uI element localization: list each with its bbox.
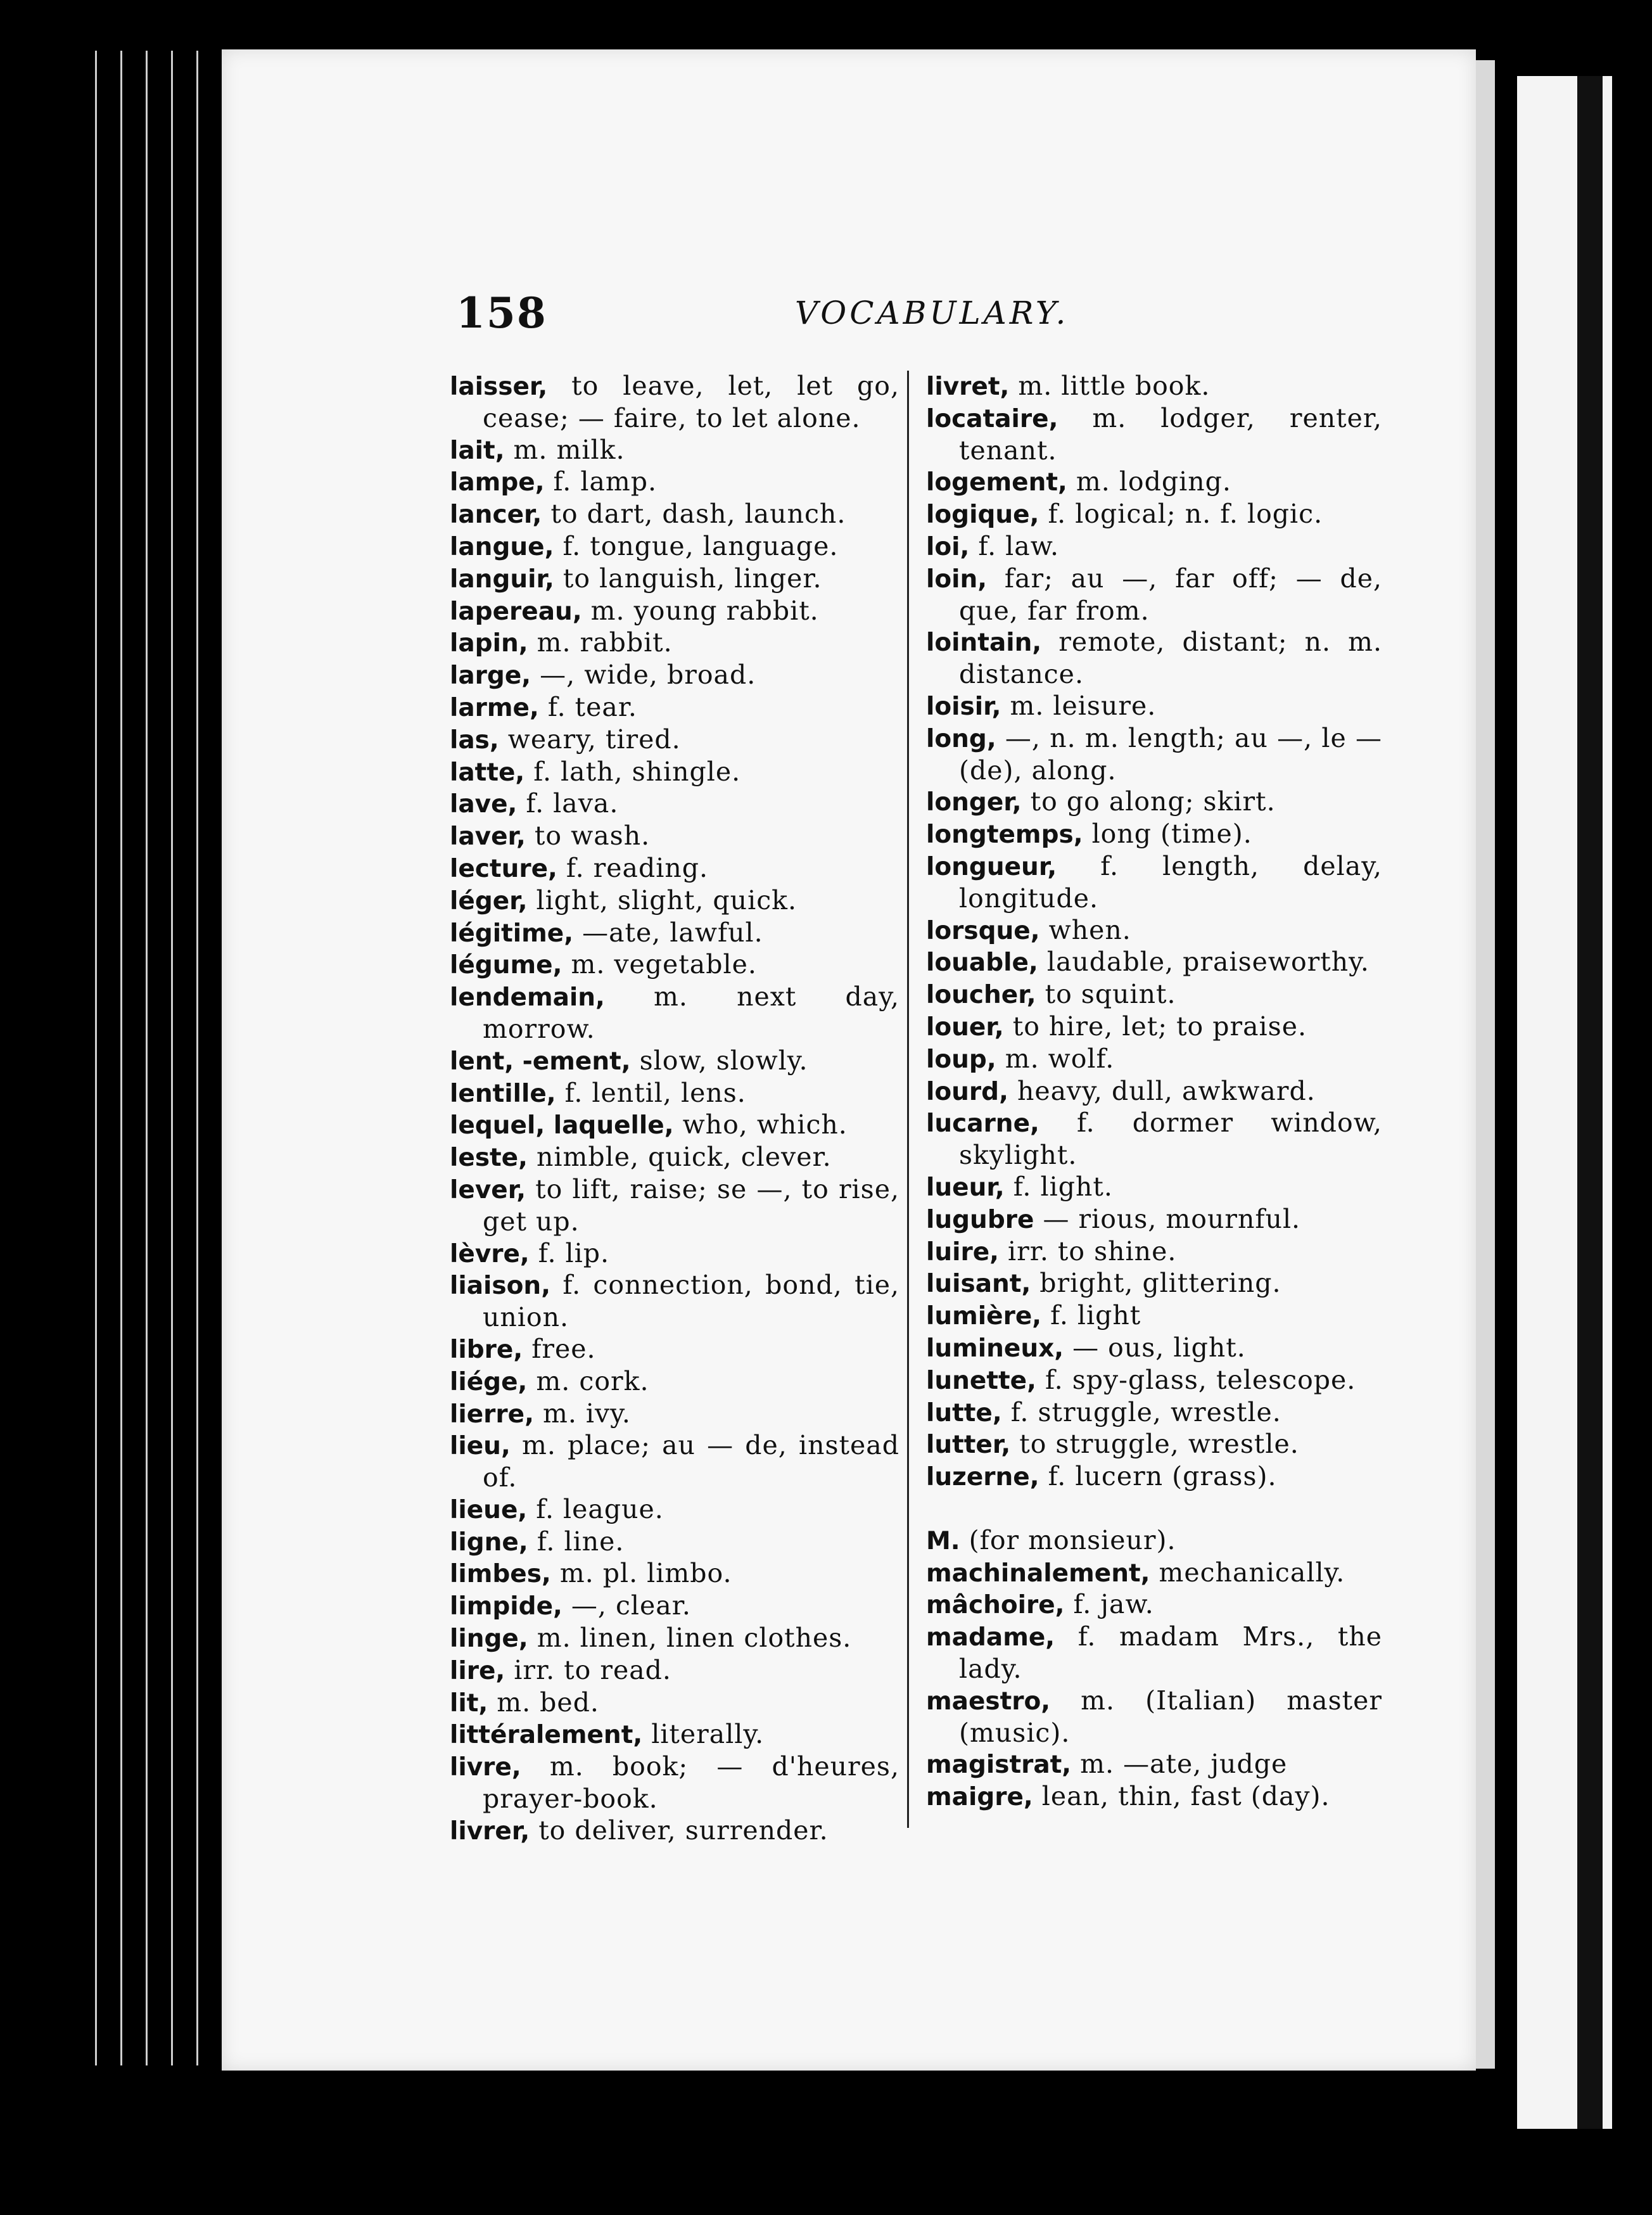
headword: lent, -ement,	[450, 1047, 631, 1076]
vocab-entry	[926, 1685, 1382, 1749]
headword: lieue,	[450, 1495, 528, 1524]
headword: lendemain,	[450, 983, 605, 1012]
headword: langue,	[450, 532, 554, 561]
vocab-entry	[926, 1461, 1382, 1493]
vocab-entry	[926, 531, 1382, 563]
definition: mechanically.	[1150, 1557, 1345, 1588]
headword: livret,	[926, 373, 1010, 401]
headword: machinalement,	[926, 1559, 1150, 1588]
headword: luzerne,	[926, 1463, 1039, 1492]
definition: m. rabbit.	[528, 627, 673, 658]
vocab-entry	[450, 435, 899, 467]
definition: to hire, let; to praise.	[1003, 1011, 1307, 1042]
vocab-entry	[450, 531, 899, 563]
definition: f. lucern (grass).	[1039, 1461, 1277, 1492]
definition: m. leisure.	[1001, 690, 1157, 721]
definition: f. light	[1041, 1300, 1141, 1331]
headword: leste,	[450, 1144, 528, 1173]
definition: weary, tired.	[499, 724, 681, 755]
headword: locataire,	[926, 404, 1058, 433]
vocab-entry	[450, 499, 899, 531]
headword: livrer,	[450, 1816, 530, 1846]
headword: loup,	[926, 1045, 996, 1074]
definition: to struggle, wrestle.	[1010, 1429, 1299, 1460]
definition: to leave, let, let go, cease; — faire, to let alone.	[483, 371, 899, 433]
headword: lecture,	[450, 854, 557, 883]
vocab-entry	[450, 1751, 899, 1815]
headword: maigre,	[926, 1783, 1033, 1812]
definition: f. lamp.	[544, 466, 658, 497]
vocab-entry	[926, 1076, 1382, 1108]
definition: heavy, dull, awkward.	[1008, 1075, 1316, 1106]
definition: f. law.	[969, 530, 1059, 561]
vocab-entry	[926, 1108, 1382, 1171]
vocab-entry	[926, 851, 1382, 915]
definition: m. ivy.	[533, 1398, 631, 1429]
headword: lointain,	[926, 629, 1042, 658]
vocab-entry	[450, 1494, 899, 1526]
vocab-entry	[450, 1430, 899, 1494]
definition: m. wolf.	[996, 1043, 1115, 1074]
headword: mâchoire,	[926, 1591, 1065, 1620]
headword: lapereau,	[450, 597, 582, 626]
definition: f. lip.	[529, 1237, 610, 1268]
vocab-entry	[450, 885, 899, 917]
definition: bright, glittering.	[1031, 1268, 1281, 1299]
definition: f. length, delay, longitude.	[959, 850, 1382, 914]
vocab-entry	[450, 949, 899, 981]
definition: f. lentil, lens.	[556, 1077, 746, 1108]
vocab-entry	[450, 1270, 899, 1334]
headword: ligne,	[450, 1528, 528, 1557]
headword: laisser,	[450, 373, 548, 401]
headword: lugubre	[926, 1205, 1034, 1234]
headword: loucher,	[926, 981, 1036, 1010]
definition: irr. to read.	[505, 1654, 671, 1685]
definition: —ate, lawful.	[573, 917, 763, 948]
definition: —, wide, broad.	[531, 660, 756, 691]
definition: m. little book.	[1009, 371, 1210, 401]
vocab-entry	[450, 1623, 899, 1655]
definition: to languish, linger.	[554, 563, 822, 594]
vocab-entry	[926, 1011, 1382, 1044]
headword: lucarne,	[926, 1109, 1039, 1139]
vocab-entry	[926, 371, 1382, 403]
vocab-entry	[450, 1815, 899, 1848]
vocab-entry	[926, 1268, 1382, 1300]
definition: m. lodging.	[1067, 466, 1231, 497]
definition: m. cork.	[527, 1365, 649, 1396]
vocab-entry	[450, 820, 899, 853]
headword: louer,	[926, 1012, 1004, 1042]
vocab-entry	[450, 692, 899, 724]
vocab-entry	[926, 1204, 1382, 1236]
vocab-entry	[450, 1366, 899, 1398]
vocab-entry	[926, 1171, 1382, 1204]
headword: lueur,	[926, 1173, 1005, 1202]
vocab-entry	[926, 1365, 1382, 1397]
definition: slow, slowly.	[630, 1045, 808, 1076]
headword: louable,	[926, 948, 1038, 978]
headword: linge,	[450, 1625, 528, 1654]
definition: f. reading.	[557, 852, 709, 883]
definition: who, which.	[673, 1109, 848, 1140]
headword: lumière,	[926, 1302, 1042, 1331]
headword: légume,	[450, 951, 562, 980]
definition: f. jaw.	[1064, 1589, 1154, 1620]
headword: lutte,	[926, 1398, 1002, 1427]
definition: to go along; skirt.	[1021, 786, 1276, 817]
definition: lean, thin, fast (day).	[1032, 1781, 1330, 1812]
headword: lieu,	[450, 1432, 511, 1461]
vocab-entry	[450, 596, 899, 628]
vocab-entry	[450, 917, 899, 950]
definition: f. lava.	[517, 788, 619, 819]
vocab-entry	[450, 724, 899, 756]
headword: loin,	[926, 565, 988, 594]
definition: light, slight, quick.	[527, 884, 797, 916]
vocab-entry	[926, 1300, 1382, 1332]
definition: to dart, dash, launch.	[542, 499, 846, 530]
definition: to lift, raise; se —, to rise, get up.	[483, 1173, 899, 1237]
vocab-entry	[450, 371, 899, 435]
definition: to wash.	[525, 820, 651, 852]
headword: lunette,	[926, 1366, 1036, 1395]
headword: lierre,	[450, 1400, 534, 1429]
facing-page-edge	[1517, 76, 1612, 2129]
definition: f. light.	[1004, 1171, 1113, 1202]
vocab-entry	[450, 1558, 899, 1590]
headword: lever,	[450, 1175, 526, 1204]
headword: livre,	[450, 1753, 521, 1782]
headword: lequel, laquelle,	[450, 1111, 674, 1140]
definition: when.	[1039, 914, 1131, 945]
vocab-entry	[926, 403, 1382, 467]
vocab-entry	[926, 466, 1382, 499]
headword: lancer,	[450, 501, 542, 530]
headword: large,	[450, 661, 531, 691]
definition: remote, distant; n. m. distance.	[959, 627, 1382, 690]
vocab-entry	[450, 1687, 899, 1720]
definition: f. struggle, wrestle.	[1001, 1396, 1281, 1427]
headword: lire,	[450, 1656, 505, 1685]
vocab-entry	[926, 691, 1382, 723]
vocab-entry	[450, 660, 899, 692]
headword: lampe,	[450, 468, 545, 497]
headword: lèvre,	[450, 1239, 530, 1268]
definition: m. bed.	[488, 1687, 599, 1718]
definition: f. tear.	[538, 691, 637, 722]
definition: literally.	[642, 1719, 765, 1750]
vocab-entry	[450, 756, 899, 789]
vocab-entry	[450, 1238, 899, 1270]
definition: irr. to shine.	[999, 1235, 1177, 1267]
definition: m. place; au — de, instead of.	[483, 1430, 899, 1493]
page-number: 158	[456, 288, 547, 338]
definition: f. logical; n. f. logic.	[1039, 499, 1323, 530]
vocab-entry	[926, 1525, 1382, 1557]
vocab-entry	[450, 1719, 899, 1751]
headword: logique,	[926, 501, 1039, 530]
vocab-entry	[450, 788, 899, 820]
definition: m. (Italian) master (music).	[959, 1685, 1382, 1748]
definition: f. madam Mrs., the lady.	[959, 1621, 1382, 1685]
vocab-entry	[450, 1109, 899, 1142]
headword: liége,	[450, 1367, 528, 1396]
definition: f. dormer window, skylight.	[959, 1108, 1382, 1171]
definition: m. —ate, judge	[1071, 1749, 1288, 1780]
definition: (for monsieur).	[960, 1524, 1176, 1555]
vocab-entry	[450, 1334, 899, 1366]
definition: — rious, mournful.	[1034, 1203, 1301, 1234]
vocab-entry	[926, 1781, 1382, 1813]
page-gutter	[1476, 60, 1495, 2069]
definition: long (time).	[1083, 819, 1252, 850]
headword: légitime,	[450, 919, 574, 948]
definition: m. milk.	[504, 434, 625, 465]
definition: —, clear.	[562, 1590, 691, 1621]
headword: larme,	[450, 693, 539, 722]
headword: lait,	[450, 436, 505, 465]
definition: m. lodger, renter, tenant.	[959, 402, 1382, 466]
vocab-entry	[450, 563, 899, 596]
headword: littéralement,	[450, 1721, 643, 1750]
definition: f. spy-glass, telescope.	[1036, 1364, 1356, 1395]
vocab-entry	[926, 723, 1382, 787]
vocab-entry	[926, 499, 1382, 531]
definition: nimble, quick, clever.	[527, 1142, 832, 1173]
vocab-entry	[450, 1078, 899, 1110]
vocab-entry	[926, 979, 1382, 1011]
headword: longer,	[926, 788, 1022, 817]
definition: m. book; — d'heures, prayer-book.	[483, 1751, 899, 1815]
definition: f. lath, shingle.	[524, 756, 741, 787]
vocab-entry	[450, 1655, 899, 1687]
headword: M.	[926, 1526, 960, 1555]
headword: magistrat,	[926, 1751, 1072, 1780]
column-divider	[907, 371, 909, 1828]
definition: f. tongue, language.	[554, 530, 839, 561]
headword: lorsque,	[926, 916, 1040, 945]
vocab-entry	[926, 1557, 1382, 1590]
definition: m. pl. limbo.	[550, 1558, 732, 1589]
running-head: VOCABULARY.	[795, 295, 1069, 331]
definition: far; au —, far off; — de, que, far from.	[959, 563, 1382, 626]
headword: lentille,	[450, 1079, 556, 1108]
headword: limbes,	[450, 1560, 551, 1589]
definition: m. linen, linen clothes.	[528, 1623, 852, 1654]
vocab-entry	[926, 1332, 1382, 1365]
vocab-entry	[926, 915, 1382, 947]
right-column	[926, 371, 1382, 1813]
headword: logement,	[926, 468, 1067, 497]
vocab-entry	[450, 1590, 899, 1623]
headword: longtemps,	[926, 820, 1083, 850]
definition: —, n. m. length; au —, le — (de), along.	[959, 722, 1382, 786]
headword: lumineux,	[926, 1334, 1064, 1363]
left-column	[450, 371, 899, 1848]
headword: lapin,	[450, 629, 528, 658]
headword: limpide,	[450, 1592, 562, 1621]
vocab-entry	[450, 1045, 899, 1078]
definition: m. next day, morrow.	[483, 981, 899, 1044]
headword: lourd,	[926, 1077, 1008, 1106]
definition: — ous, light.	[1064, 1332, 1246, 1363]
vocab-entry	[450, 1174, 899, 1238]
vocab-entry	[926, 1429, 1382, 1461]
vocab-entry	[926, 627, 1382, 691]
headword: luire,	[926, 1237, 1000, 1267]
vocab-entry	[450, 466, 899, 499]
headword: lave,	[450, 790, 518, 819]
definition: m. young rabbit.	[581, 595, 819, 626]
definition: f. connection, bond, tie, union.	[483, 1270, 899, 1333]
vocab-entry	[450, 1526, 899, 1559]
vocab-entry	[450, 1142, 899, 1174]
vocab-entry	[926, 1621, 1382, 1685]
vocab-entry	[926, 819, 1382, 851]
headword: longueur,	[926, 852, 1057, 881]
headword: laver,	[450, 822, 526, 852]
headword: lit,	[450, 1688, 488, 1718]
headword: loisir,	[926, 692, 1001, 721]
vocab-entry	[926, 1236, 1382, 1268]
headword: libre,	[450, 1335, 523, 1364]
definition: f. league.	[527, 1493, 664, 1524]
page-header	[456, 288, 1090, 339]
definition: to deliver, surrender.	[530, 1815, 829, 1846]
vocab-entry	[450, 1398, 899, 1431]
headword: madame,	[926, 1623, 1055, 1652]
vocab-entry	[926, 1749, 1382, 1781]
headword: léger,	[450, 886, 528, 916]
vocab-entry	[450, 981, 899, 1045]
headword: luisant,	[926, 1270, 1031, 1299]
definition: f. line.	[528, 1526, 625, 1557]
headword: maestro,	[926, 1687, 1051, 1716]
vocab-entry	[926, 1044, 1382, 1076]
headword: languir,	[450, 565, 554, 594]
headword: latte,	[450, 758, 525, 787]
headword: loi,	[926, 532, 970, 561]
headword: las,	[450, 725, 499, 755]
definition: m. vegetable.	[562, 949, 757, 980]
definition: laudable, praiseworthy.	[1038, 947, 1369, 978]
definition: to squint.	[1036, 979, 1176, 1010]
vocab-entry	[450, 627, 899, 660]
vocab-entry	[926, 786, 1382, 819]
vocab-entry	[926, 563, 1382, 627]
vocab-entry	[926, 1589, 1382, 1621]
vocab-entry	[926, 1397, 1382, 1429]
vocab-entry	[926, 947, 1382, 979]
vocab-entry	[450, 853, 899, 885]
headword: lutter,	[926, 1431, 1011, 1460]
headword: liaison,	[450, 1272, 551, 1301]
headword: long,	[926, 724, 996, 753]
definition: free.	[523, 1333, 596, 1364]
